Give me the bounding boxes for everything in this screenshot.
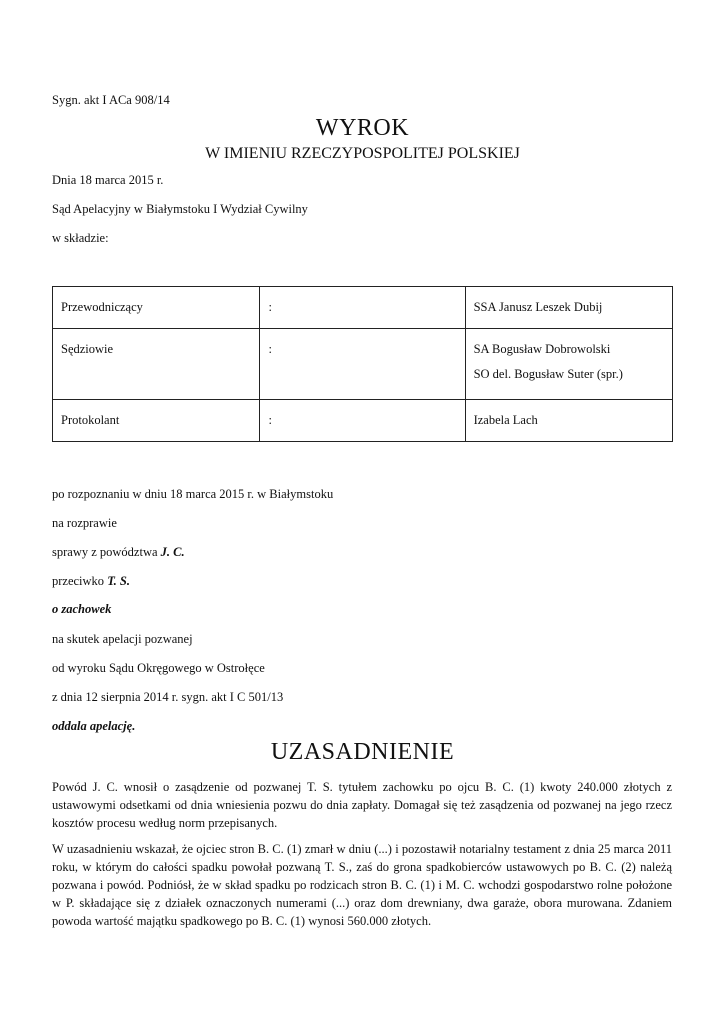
panel-names-cell xyxy=(465,400,672,442)
panel-names-cell xyxy=(465,329,672,400)
document-title: WYROK xyxy=(315,115,410,141)
considered-line: po rozpoznaniu w dniu 18 marca 2015 r. w Białymstoku xyxy=(52,487,334,501)
judgment-date: Dnia 18 marca 2015 r. xyxy=(52,173,164,187)
panel-role-cell xyxy=(53,400,260,442)
case-prefix: sprawy z powództwa xyxy=(52,545,161,559)
panel-sep-cell xyxy=(260,287,465,329)
panel-role-cell xyxy=(53,287,260,329)
court-name: Sąd Apelacyjny w Białymstoku I Wydział Cywilny xyxy=(52,202,308,216)
panel-sep-cell xyxy=(260,329,465,400)
case-line xyxy=(52,544,185,560)
against-prefix: przeciwko xyxy=(52,574,108,588)
panel-role: Protokolant xyxy=(61,413,120,427)
panel-names-cell xyxy=(465,287,672,329)
reasoning-paragraph: W uzasadnieniu wskazał, że ojciec stron B. C. (1) zmarł w dniu (...) i pozostawił notarialny testament z dnia 25 marca 2011 roku, w którym do całości spadku powołał pozwaną T. S., zaś do grona spadkobierców ustawowych po B. C. (2) należą pozwana i powód. Podniósł, że w skład spadku po rodzicach stron B. C. (1) i M. C. wchodzi gospodarstwo rolne położone w P. składające się z działek oznaczonych numerami (...) oraz dom drewniany, dwa garaże, obora murowana. Zdaniem powoda wartość majątku spadkowego po B. C. (1) wynosi 560.000 złotych. xyxy=(52,842,672,928)
panel-role-cell xyxy=(53,329,260,400)
lower-court-line: od wyroku Sądu Okręgowego w Ostrołęce xyxy=(52,661,265,675)
plaintiff-name: J. C. xyxy=(160,545,185,559)
lower-judgment-date: z dnia 12 sierpnia 2014 r. sygn. akt I C 501/13 xyxy=(52,690,284,704)
panel-name: SA Bogusław Dobrowolski xyxy=(473,342,611,356)
table-row xyxy=(53,329,673,400)
defendant-name: T. S. xyxy=(107,574,131,588)
appeal-line: na skutek apelacji pozwanej xyxy=(52,632,193,646)
panel-sep-cell xyxy=(260,400,465,442)
table-row xyxy=(53,287,673,329)
court-panel-table xyxy=(52,286,673,442)
panel-separator: : xyxy=(268,300,272,314)
against-line xyxy=(52,573,130,589)
panel-name: Izabela Lach xyxy=(473,413,538,427)
reasoning-title: UZASADNIENIE xyxy=(270,739,455,765)
panel-role: Przewodniczący xyxy=(61,300,143,314)
hearing-line: na rozprawie xyxy=(52,516,117,530)
panel-name: SO del. Bogusław Suter (spr.) xyxy=(473,367,623,381)
case-subject: o zachowek xyxy=(52,602,112,616)
panel-separator: : xyxy=(268,342,272,356)
panel-separator: : xyxy=(268,413,272,427)
composition-label: w składzie: xyxy=(52,231,109,245)
case-signature: Sygn. akt I ACa 908/14 xyxy=(52,93,170,107)
panel-role: Sędziowie xyxy=(61,342,114,356)
document-subtitle: W IMIENIU RZECZYPOSPOLITEJ POLSKIEJ xyxy=(205,145,520,162)
ruling-text: oddala apelację. xyxy=(52,719,136,733)
panel-name: SSA Janusz Leszek Dubij xyxy=(473,300,603,314)
reasoning-paragraph: Powód J. C. wnosił o zasądzenie od pozwanej T. S. tytułem zachowku po ojcu B. C. (1) kwoty 240.000 złotych z ustawowymi odsetkami od dnia wniesienia pozwu do dnia zapłaty. Domagał się też zasądzenia od pozwanej na jego rzecz kosztów procesu według norm przepisanych. xyxy=(52,780,672,830)
table-row xyxy=(53,400,673,442)
